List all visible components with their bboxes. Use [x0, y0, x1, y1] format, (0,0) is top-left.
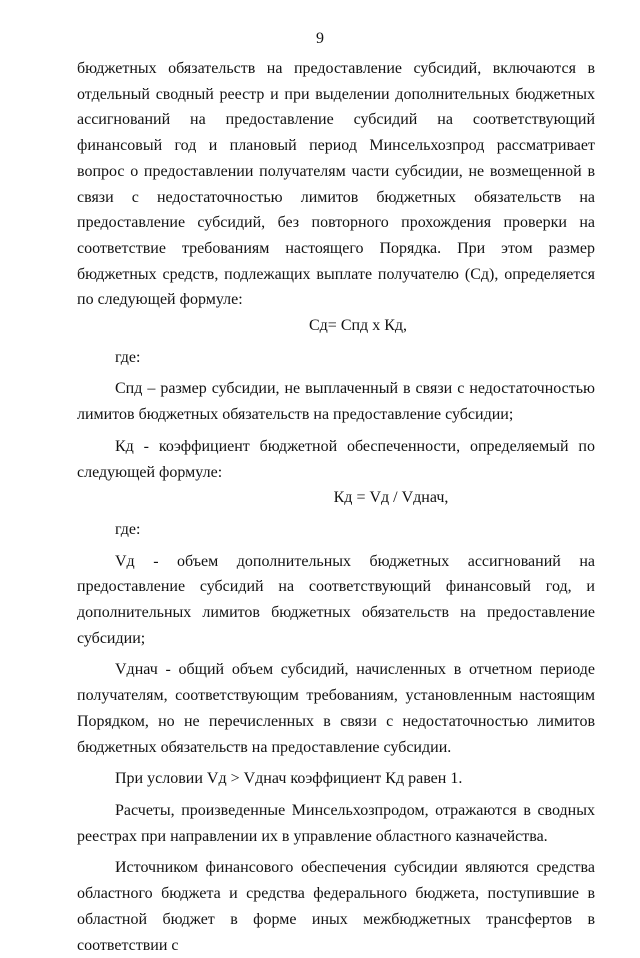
paragraph-continuation: бюджетных обязательств на предоставление субсидий, включаются в отдельный сводный реестр и при выделении дополнительных бюджетных ассигнований на предоставление субсидий на соответствующий финансовый год и плановый период Минсельхозпрод рассматривает вопрос о предоставлении получателям части субсидии, не возмещенной в связи с недостаточностью лимитов бюджетных обязательств на предоставление субсидий, без повторного прохождения проверки на соответствие требованиям настоящего Порядка. При этом размер бюджетных средств, подлежащих выплате получателю (Сд), определяется по следующей формуле:: [77, 60, 595, 309]
document-body: [77, 56, 595, 958]
funding-paragraph: Источником финансового обеспечения субсидии являются средства областного бюджета и средства федерального бюджета, поступившие в областной бюджет в форме иных межбюджетных трансфертов в соответствии с: [77, 859, 595, 954]
definition-kd: Кд - коэффициент бюджетной обеспеченности, определяемый по следующей формуле:: [77, 437, 595, 481]
definition-spd: Спд – размер субсидии, не выплаченный в связи с недостаточностью лимитов бюджетных обязательств на предоставление субсидии;: [77, 380, 595, 424]
definition-vdnach: Vднач - общий объем субсидий, начисленных в отчетном периоде получателям, соответствующим требованиям, установленным настоящим Порядком, но не перечисленных в связи с недостаточностью лимитов бюджетных обязательств на предоставление субсидии.: [77, 661, 595, 756]
where-label-2: где:: [115, 520, 141, 538]
definition-vd: Vд - объем дополнительных бюджетных ассигнований на предоставление субсидий на соответствующий финансовый год, и дополнительных лимитов бюджетных обязательств на предоставление субсидии;: [77, 552, 595, 647]
where-label-1: где:: [115, 348, 141, 366]
formula-kd: Кд = Vд / Vднач,: [333, 489, 449, 507]
formula-sd: Сд= Спд х Кд,: [308, 317, 408, 335]
condition-paragraph: При условии Vд > Vднач коэффициент Кд равен 1.: [115, 770, 463, 788]
calculations-paragraph: Расчеты, произведенные Минсельхозпродом, отражаются в сводных реестрах при направлении их в управление областного казначейства.: [77, 801, 595, 845]
page-number: 9: [316, 30, 324, 47]
